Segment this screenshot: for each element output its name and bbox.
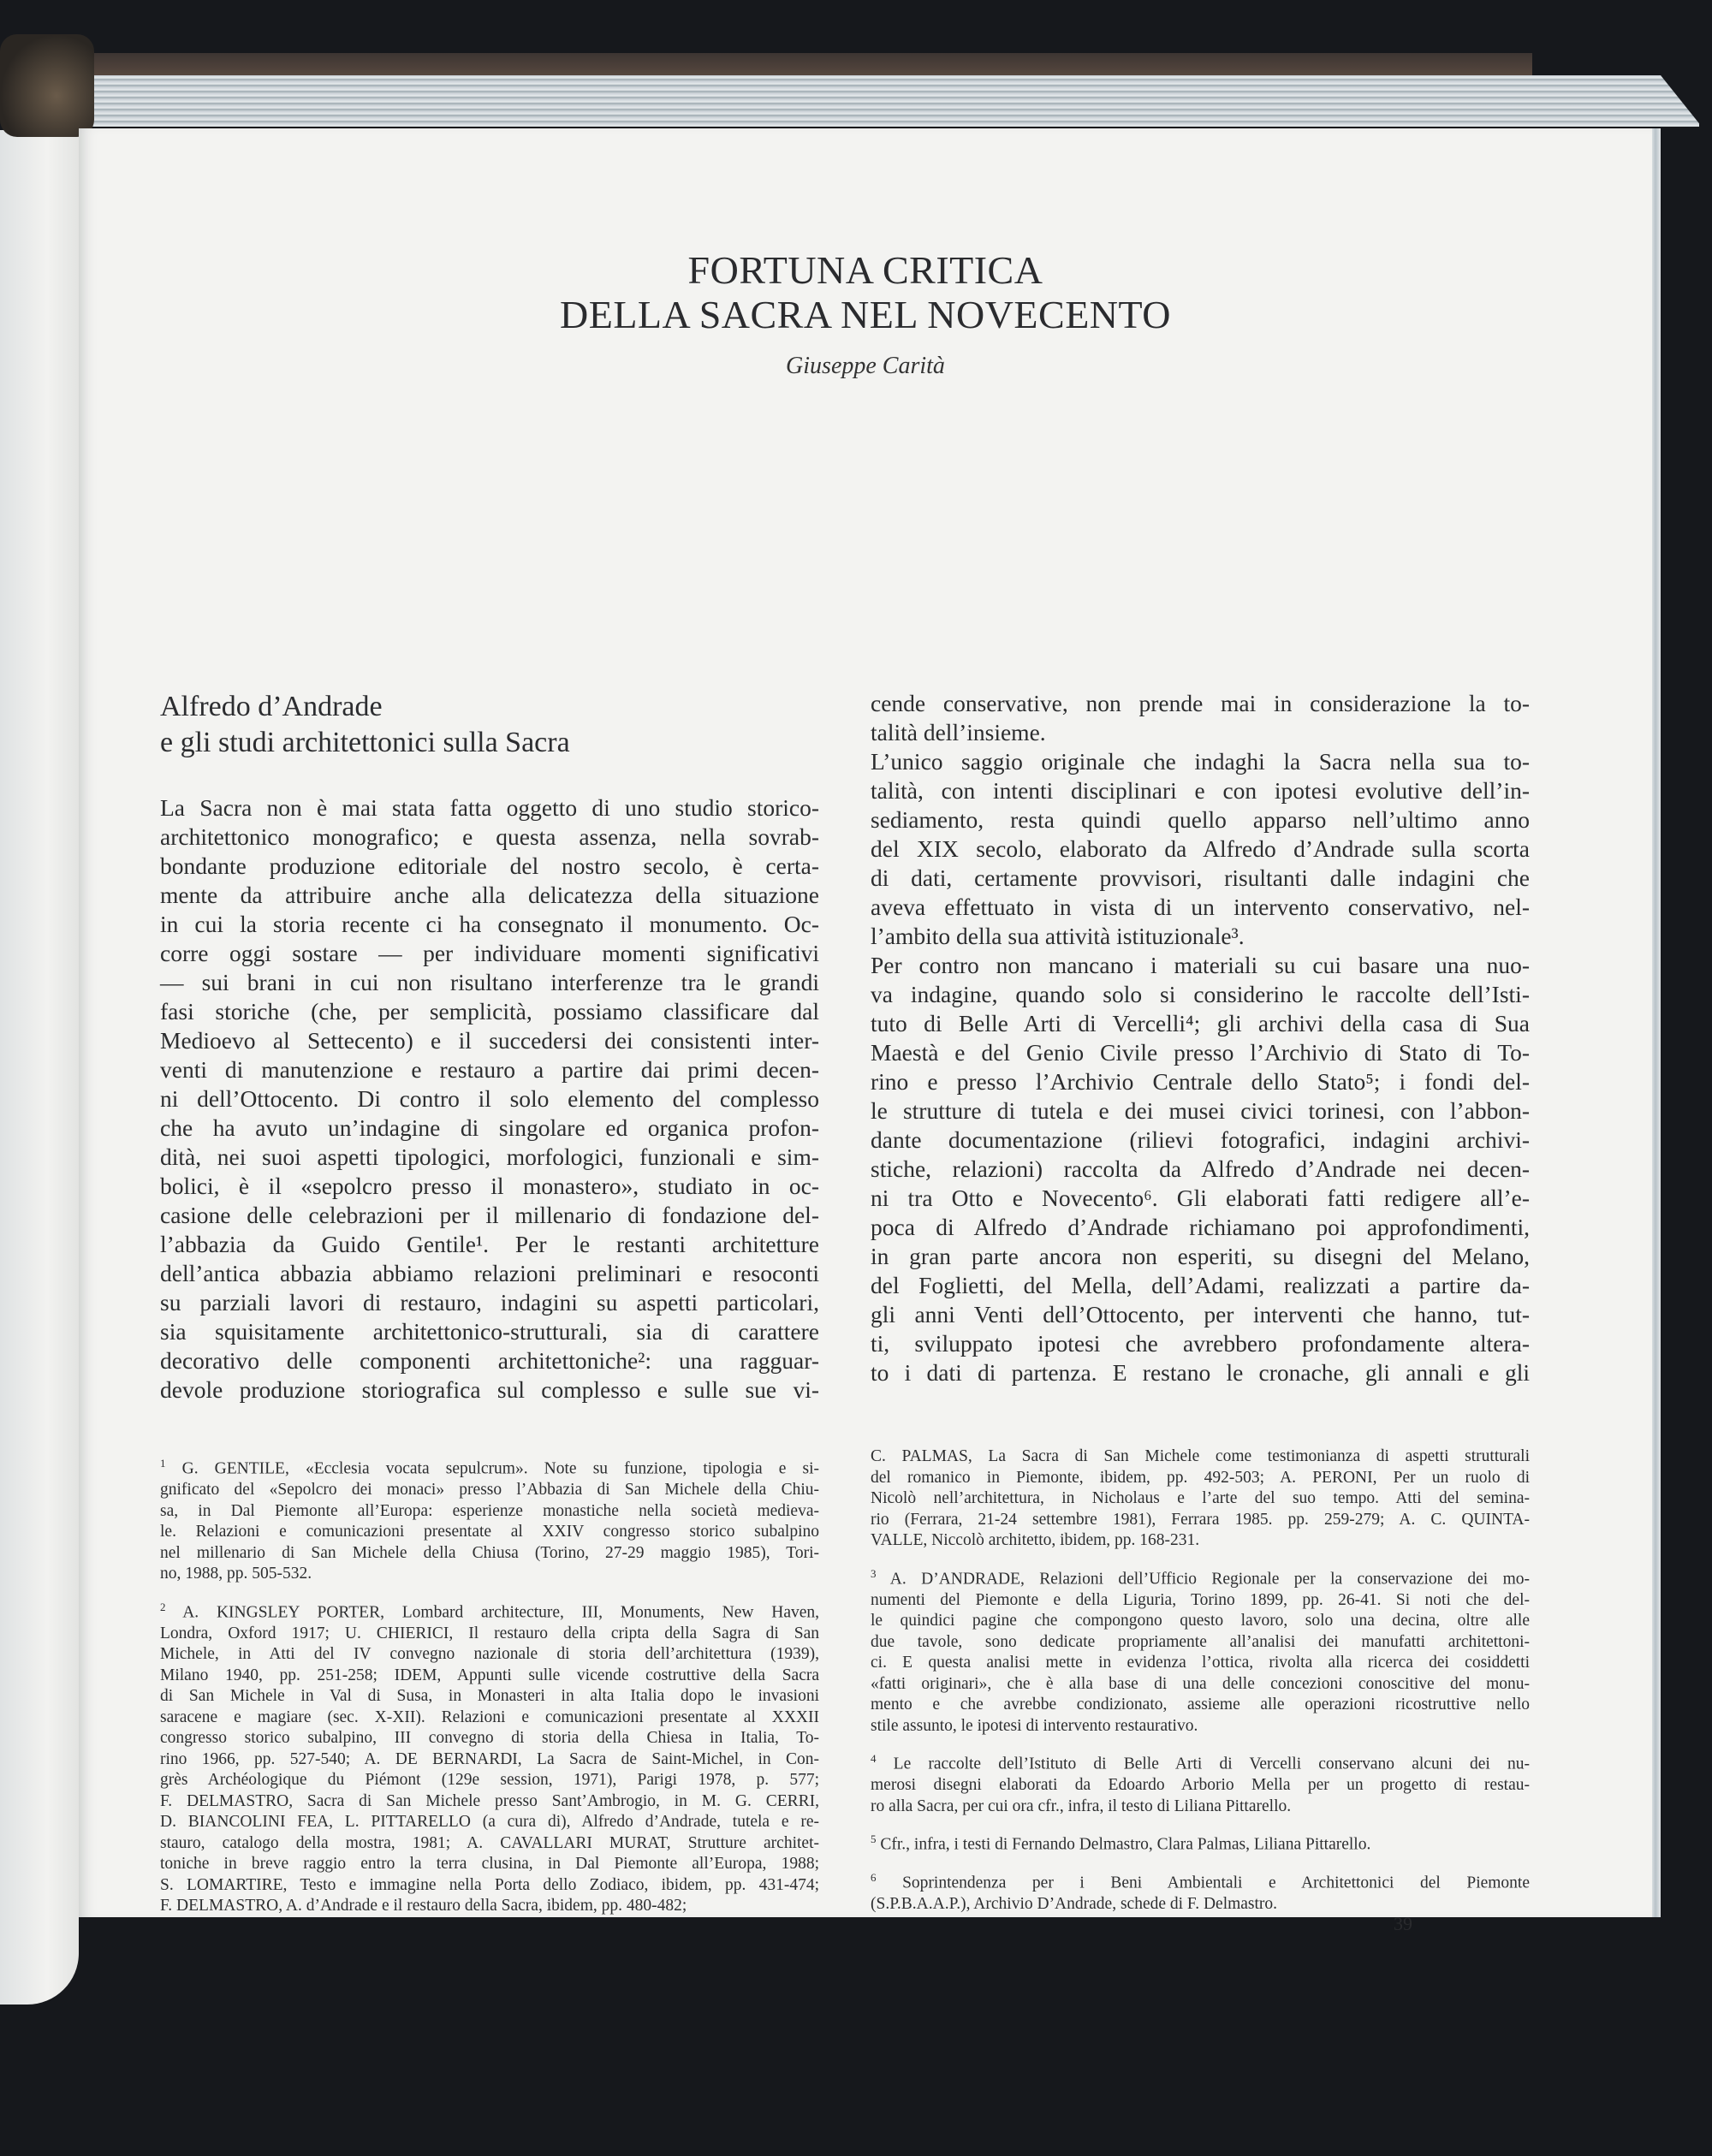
text-line: dante documentazione (rilievi fotografici, indagini archivi- (871, 1126, 1530, 1153)
footnote-text-line: sa, in Dal Piemonte all’Europa: esperienze monastiche nella società medieva- (160, 1501, 819, 1520)
footnote-number: 4 (871, 1752, 877, 1765)
page-stack-edge (81, 75, 1699, 127)
right-body-text (871, 689, 1530, 1387)
footnote (160, 1453, 819, 1585)
footnote-text-line: A. KINGSLEY PORTER, Lombard architecture, III, Monuments, New Haven, (182, 1603, 819, 1621)
text-line: fasi storiche (che, per semplicità, possiamo classificare dal (160, 998, 819, 1025)
footnote (871, 1868, 1530, 1915)
footnote-text-line: grès Archéologique du Piémont (129e session, 1971), Parigi 1978, p. 577; (160, 1771, 819, 1789)
footnote-text-line: saracene e magiare (sec. X-XII). Relazioni e comunicazioni presentate al XXXII (160, 1708, 819, 1726)
footnote-text-line: D. BIANCOLINI FEA, L. PITTARELLO (a cura di), Alfredo d’Andrade, tutela e re- (160, 1813, 819, 1831)
text-line: ti, sviluppato ipotesi che avrebbero profondamente altera- (871, 1330, 1530, 1357)
footnote-text-line: Michele, in Atti del IV convegno nazionale di storia dell’architettura (1939), (160, 1645, 819, 1663)
footnote (871, 1564, 1530, 1737)
text-line: talità, con intenti disciplinari e con ipotesi evolutive dell’in- (871, 777, 1530, 804)
text-line: Per contro non mancano i materiali su cui basare una nuo- (871, 952, 1530, 978)
text-line: — sui brani in cui non risultano interferenze tra le grandi (160, 969, 819, 995)
text-line: va indagine, quando solo si considerino le raccolte dell’Isti- (871, 981, 1530, 1007)
footnote-text-line: mento e che avrebbe condizionato, assieme alle operazioni ricostruttive nello (871, 1696, 1530, 1714)
text-line: dell’antica abbazia abbiamo relazioni preliminari e resoconti (160, 1260, 819, 1286)
footnote-text-line: VALLE, Niccolò architetto, ibidem, pp. 168-231. (871, 1531, 1200, 1549)
footnote-text-line: le quindici pagine che compongono questo lavoro, solo una decina, oltre alle (871, 1612, 1530, 1630)
footnote-text-line: C. PALMAS, La Sacra di San Michele come testimonianza di aspetti strutturali (871, 1447, 1530, 1465)
left-body-text (160, 793, 819, 1405)
left-column (160, 689, 819, 1405)
footnote-text-line: due tavole, sono dedicate propriamente all’analisi dei manufatti architettoni- (871, 1632, 1530, 1651)
footnote-text-line: Londra, Oxford 1917; U. CHIERICI, Il restauro della cripta della Sagra di San (160, 1624, 819, 1642)
footnote-number: 5 (871, 1832, 877, 1845)
text-line: mente da attribuire anche alla delicatezza della situazione (160, 882, 819, 908)
footnote-text-line: G. GENTILE, «Ecclesia vocata sepulcrum». Note su funzione, tipologia e si- (181, 1459, 820, 1478)
text-line: bondante produzione editoriale del nostro secolo, è certa- (160, 852, 819, 879)
text-line: stiche, relazioni) raccolta da Alfredo d’Andrade nei decen- (871, 1155, 1530, 1182)
section-heading-line-2: e gli studi architettonici sulla Sacra (160, 727, 570, 758)
footnote-text-line: «fatti originari», che è alla base di una delle concezioni conoscitive del monu- (871, 1674, 1530, 1693)
text-line: l’ambito della sua attività istituzionale³. (871, 923, 1245, 949)
text-line: architettonico monografico; e questa assenza, nella sovrab- (160, 823, 819, 850)
page-title-line-1: FORTUNA CRITICA (687, 248, 1043, 292)
text-line: Medioevo al Settecento) e il succedersi dei consistenti inter- (160, 1027, 819, 1054)
footnote-text-line: ci. E questa analisi mette in evidenza l’ottica, rivolta alla ricerca dei cosiddetti (871, 1654, 1530, 1672)
footnote-text-line: stauro, catalogo della mostra, 1981; A. CAVALLARI MURAT, Strutture architet- (160, 1833, 819, 1852)
footnote-text-line: nel millenario di San Michele della Chiusa (Torino, 27-29 maggio 1985), Tori- (160, 1543, 819, 1562)
footnote (871, 1829, 1530, 1856)
footnote (160, 1597, 819, 1917)
footnote-text-line: Soprintendenza per i Beni Ambientali e Architettonici del Piemonte (902, 1874, 1531, 1892)
text-line: bolici, è il «sepolcro presso il monastero», studiato in oc- (160, 1173, 819, 1199)
facing-page-edge (0, 130, 79, 2005)
text-line: dità, nei suoi aspetti tipologici, morfologici, funzionali e sim- (160, 1143, 819, 1170)
footnote (871, 1749, 1530, 1817)
footnote-text-line: di San Michele in Val di Susa, in Monasteri in alta Italia dopo le invasioni (160, 1687, 819, 1705)
page-title-line-2: DELLA SACRA NEL NOVECENTO (560, 293, 1171, 336)
text-line: sia squisitamente architettonico-strutturali, sia di carattere (160, 1318, 819, 1345)
text-line: talità dell’insieme. (871, 719, 1046, 745)
footnote-text-line: del romanico in Piemonte, ibidem, pp. 492-503; A. PERONI, Per un ruolo di (871, 1468, 1530, 1487)
text-line: ni tra Otto e Novecento⁶. Gli elaborati fatti redigere all’e- (871, 1185, 1530, 1211)
text-line: decorativo delle componenti architettoniche²: una ragguar- (160, 1347, 819, 1374)
book-cover-edge (77, 53, 1532, 79)
text-line: rino e presso l’Archivio Centrale dello Stato⁵; i fondi del- (871, 1068, 1530, 1095)
footnote-text-line: merosi disegni elaborati da Edoardo Arborio Mella per un progetto di restau- (871, 1776, 1530, 1794)
footnote-text-line: toniche in breve raggio entro la terra clusina, in Dal Piemonte all’Europa, 1988; (160, 1855, 819, 1873)
text-line: che ha avuto un’indagine di singolare ed organica profon- (160, 1114, 819, 1141)
text-line: ni dell’Ottocento. Di contro il solo elemento del complesso (160, 1085, 819, 1112)
footnote-text-line: le. Relazioni e comunicazioni presentate al XXIV congresso storico subalpino (160, 1523, 819, 1541)
author-name: Giuseppe Carità (786, 353, 945, 379)
text-line: in cui la storia recente ci ha consegnato il monumento. Oc- (160, 911, 819, 937)
text-line: del XIX secolo, elaborato da Alfredo d’Andrade sulla scorta (871, 835, 1530, 862)
text-line: gli anni Venti dell’Ottocento, per interventi che hanno, tut- (871, 1301, 1530, 1327)
footnote-text-line: gnificato del «Sepolcro dei monaci» presso l’Abbazia di San Michele della Chiu- (160, 1481, 819, 1499)
text-line: devole produzione storiografica sul complesso e sulle sue vi- (160, 1376, 819, 1403)
footnote-text-line: F. DELMASTRO, Sacra di San Michele presso Sant’Ambrogio, in M. G. CERRI, (160, 1791, 819, 1810)
footnote-text-line: numenti del Piemonte e della Liguria, Torino 1899, pp. 26-41. Si noti che del- (871, 1590, 1530, 1609)
text-line: tuto di Belle Arti di Vercelli⁴; gli archivi della casa di Sua (871, 1010, 1530, 1036)
text-line: venti di manutenzione e restauro a partire dai primi decen- (160, 1056, 819, 1083)
text-line: sediamento, resta quindi quello apparso nell’ultimo anno (871, 806, 1530, 833)
footnote-number: 3 (871, 1566, 877, 1580)
text-line: del Foglietti, del Mella, dell’Adami, realizzati a partire da- (871, 1272, 1530, 1298)
right-column (871, 689, 1530, 1387)
text-line: to i dati di partenza. E restano le cronache, gli annali e gli (871, 1359, 1530, 1386)
footnote-text-line: Milano 1940, pp. 251-258; IDEM, Appunti sulle vicende costruttive della Sacra (160, 1666, 819, 1684)
title-block (79, 248, 1652, 380)
footnotes-right (871, 1446, 1530, 1927)
text-line: su parziali lavori di restauro, indagini su aspetti particolari, (160, 1289, 819, 1316)
footnote-text-line: A. D’ANDRADE, Relazioni dell’Ufficio Regionale per la conservazione dei mo- (889, 1570, 1530, 1588)
footnote-text-line: Le raccolte dell’Istituto di Belle Arti di Vercelli conservano alcuni dei nu- (893, 1755, 1530, 1773)
footnote (871, 1446, 1530, 1552)
text-line: in gran parte ancora non esperiti, su disegni del Melano, (871, 1243, 1530, 1269)
footnote-text-line: rio (Ferrara, 21-24 settembre 1981), Ferrara 1985. pp. 259-279; A. C. QUINTA- (871, 1510, 1530, 1529)
footnote-text-line: congresso storico subalpino, III convegno di storia della Chiesa in Italia, To- (160, 1729, 819, 1747)
footnote-text-line: rino 1966, pp. 527-540; A. DE BERNARDI, La Sacra de Saint-Michel, in Con- (160, 1749, 819, 1768)
footnote-text-line: S. LOMARTIRE, Testo e immagine nella Porta dello Zodiaco, ibidem, pp. 431-474; (160, 1875, 819, 1894)
page-number: 39 (1394, 1913, 1412, 1934)
section-heading (160, 689, 819, 761)
text-line: poca di Alfredo d’Andrade richiamano poi approfondimenti, (871, 1214, 1530, 1240)
footnote-text-line: ro alla Sacra, per cui ora cfr., infra, il testo di Liliana Pittarello. (871, 1797, 1292, 1815)
text-line: Maestà e del Genio Civile presso l’Archivio di Stato di To- (871, 1039, 1530, 1066)
footnote-number: 6 (871, 1871, 877, 1884)
text-line: l’abbazia da Guido Gentile¹. Per le restanti architetture (160, 1231, 819, 1257)
footnote-number: 2 (160, 1600, 166, 1613)
section-heading-line-1: Alfredo d’Andrade (160, 691, 383, 722)
book-page (79, 128, 1652, 1934)
bookmark-ribbon (0, 34, 94, 137)
text-line: La Sacra non è mai stata fatta oggetto di uno studio storico- (160, 794, 819, 821)
text-line: di dati, certamente provvisori, risultanti dalle indagini che (871, 864, 1530, 891)
footnotes-left (160, 1453, 819, 1929)
text-line: L’unico saggio originale che indaghi la Sacra nella sua to- (871, 748, 1530, 775)
footnote-text-line: F. DELMASTRO, A. d’Andrade e il restauro della Sacra, ibidem, pp. 480-482; (160, 1897, 687, 1915)
footnote-text-line: stile assunto, le ipotesi di intervento restaurativo. (871, 1716, 1198, 1735)
footnote-text-line: (S.P.B.A.A.P.), Archivio D’Andrade, schede di F. Delmastro. (871, 1895, 1278, 1913)
text-line: cende conservative, non prende mai in considerazione la to- (871, 690, 1530, 716)
footnote-text-line: Cfr., infra, i testi di Fernando Delmastro, Clara Palmas, Liliana Pittarello. (880, 1835, 1371, 1854)
text-line: aveva effettuato in vista di un intervento conservativo, nel- (871, 894, 1530, 920)
footnote-number: 1 (160, 1457, 166, 1470)
footnote-text-line: no, 1988, pp. 505-532. (160, 1565, 312, 1583)
text-line: casione delle celebrazioni per il millenario di fondazione del- (160, 1202, 819, 1228)
text-line: le strutture di tutela e dei musei civici torinesi, con l’abbon- (871, 1097, 1530, 1124)
text-line: corre oggi sostare — per individuare momenti significativi (160, 940, 819, 966)
footnote-text-line: Nicolò nell’architettura, in Nicholaus e l’arte del suo tempo. Atti del semina- (871, 1489, 1530, 1507)
